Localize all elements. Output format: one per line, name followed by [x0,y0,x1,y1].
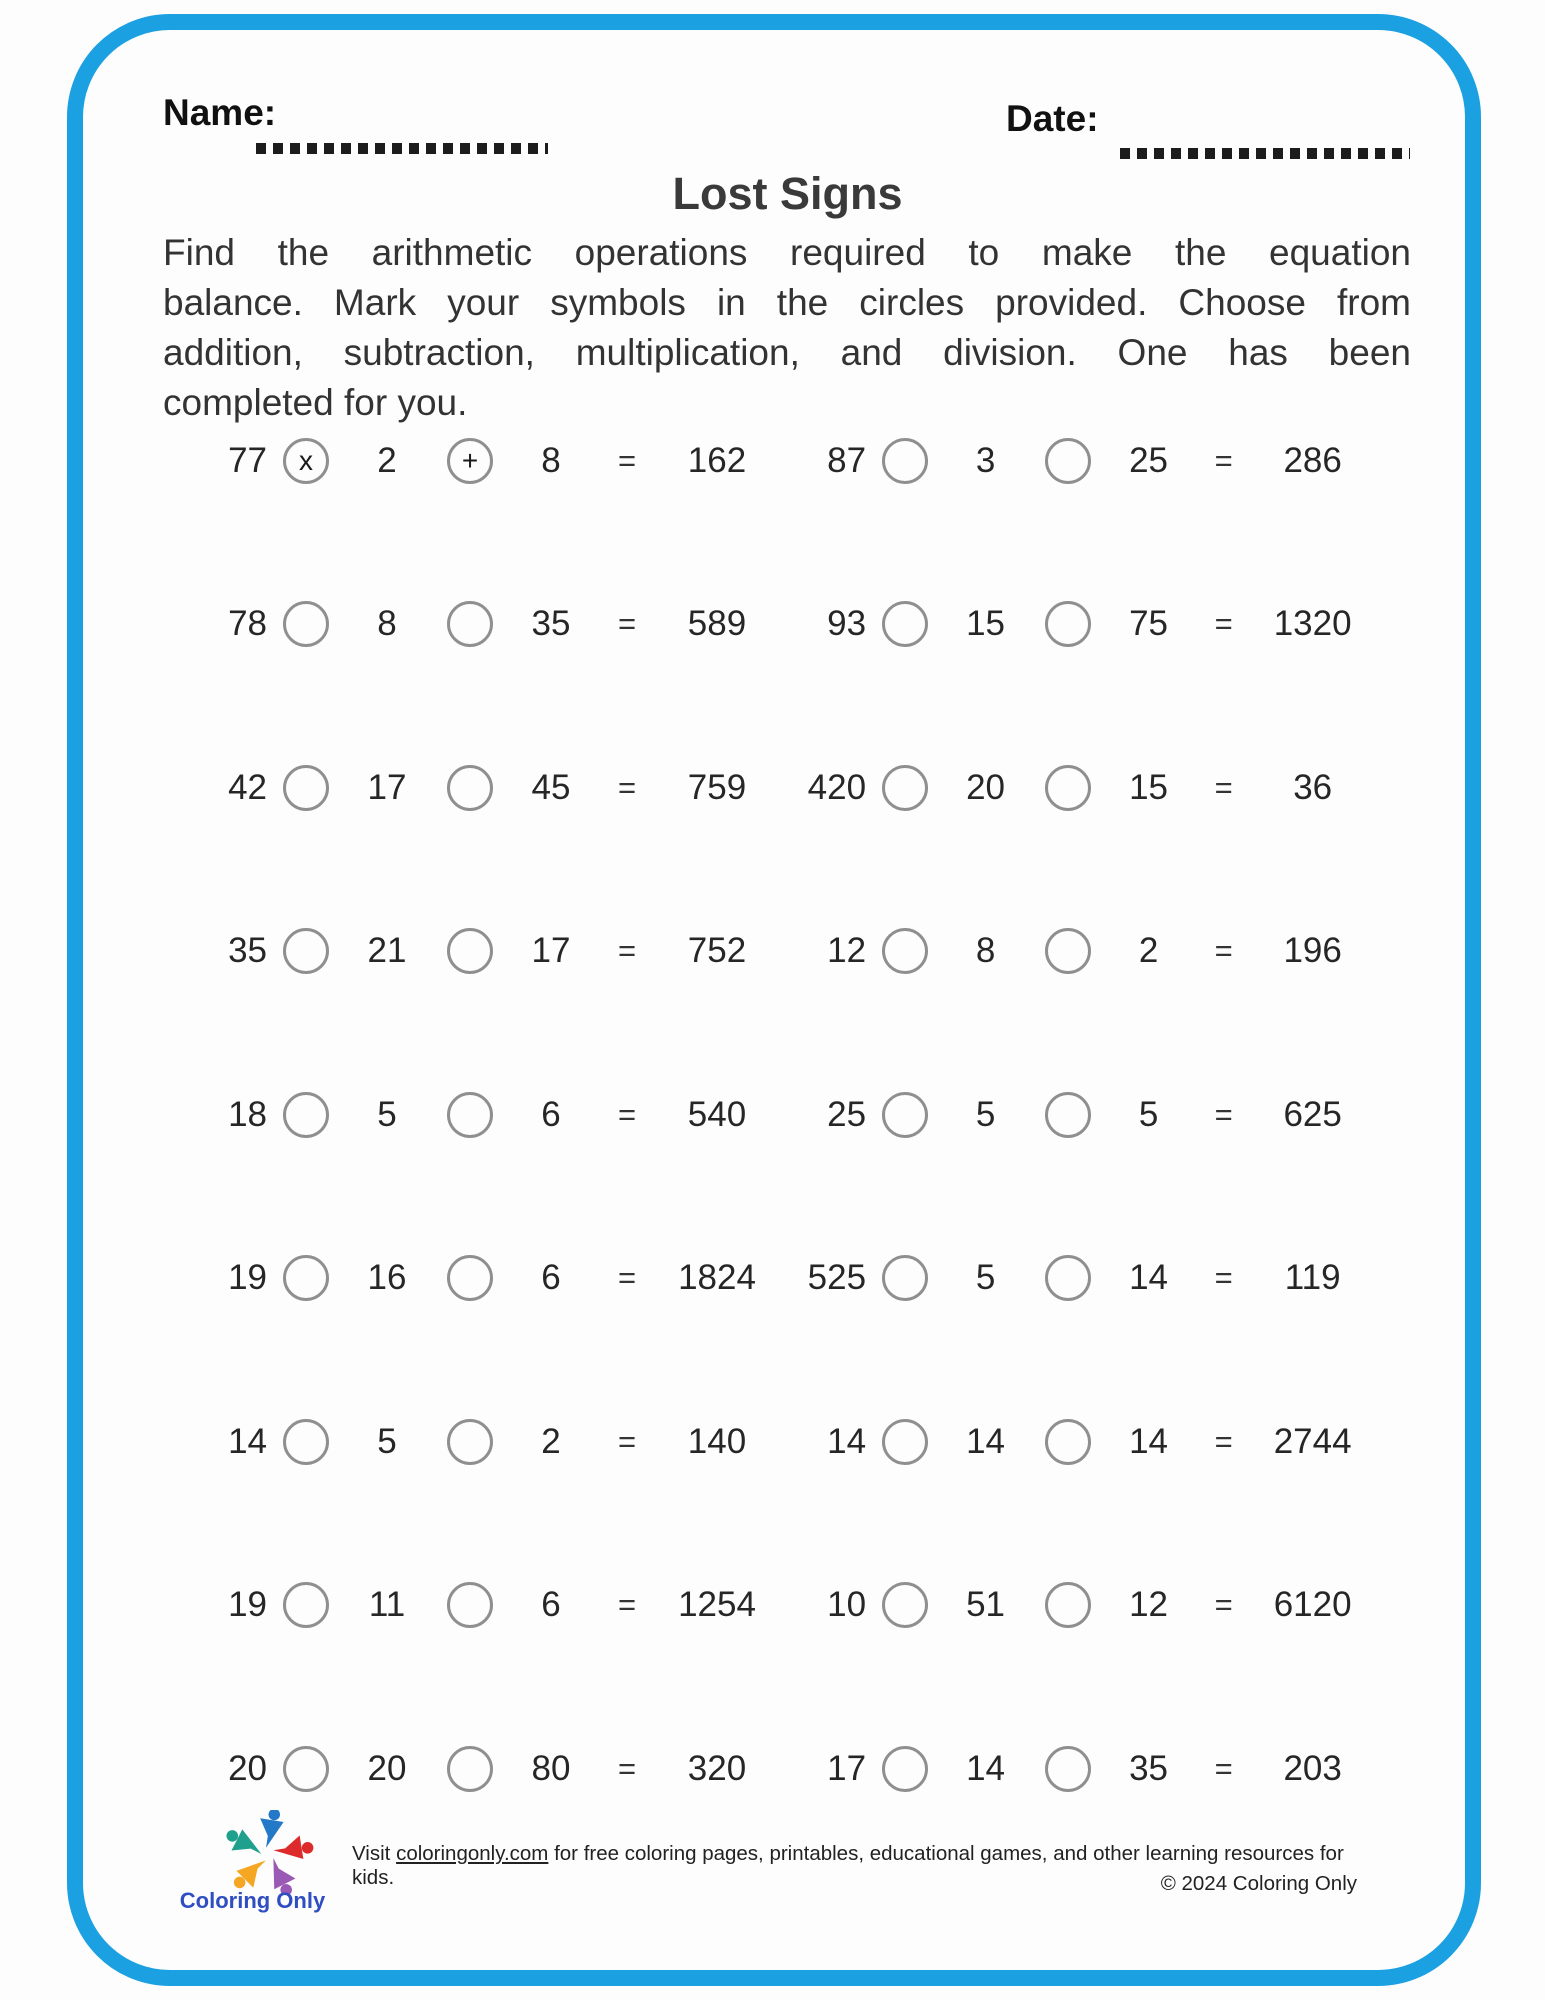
equals-sign: = [617,1587,637,1623]
operand-a: 42 [228,767,267,807]
instructions-line: Find the arithmetic operations required to make the equation [163,232,1411,273]
instructions-line: balance. Mark your symbols in the circles provided. Choose from [163,282,1411,323]
operand-c: 6 [541,1094,561,1134]
equals-sign: = [617,1750,637,1786]
name-label: Name: [163,92,277,133]
operand-a: 525 [807,1258,867,1298]
operator-circle-2[interactable] [447,601,493,647]
operand-a: 19 [228,1585,267,1625]
equation [785,765,1370,811]
operator-circle-1[interactable] [283,1092,329,1138]
operand-c: 6 [541,1258,561,1298]
operand-b: 20 [966,767,1006,807]
operand-a: 17 [827,1748,867,1788]
operator-circle-1[interactable] [882,928,928,974]
operator-circle-1[interactable]: x [283,438,329,484]
operand-a: 87 [827,440,867,480]
equation [185,1255,785,1301]
operand-c: 6 [541,1585,561,1625]
operand-b: 5 [377,1421,397,1461]
operand-a: 93 [827,604,867,644]
equation [785,601,1370,647]
logo-person-icon [273,1828,315,1869]
result-value: 203 [1283,1748,1342,1788]
equals-sign: = [617,1423,637,1459]
operator-circle-2[interactable]: + [447,438,493,484]
equation [185,1582,785,1628]
operator-circle-2[interactable] [447,1255,493,1301]
equation [185,1419,785,1465]
result-value: 286 [1283,440,1342,480]
operand-c: 14 [1129,1258,1169,1298]
operator-circle-2[interactable] [447,1582,493,1628]
brand-name: Coloring Only [179,1888,326,1913]
result-value: 119 [1284,1258,1341,1298]
operand-a: 77 [228,440,267,480]
equals-sign: = [617,933,637,969]
operand-a: 25 [827,1094,867,1134]
operator-circle-2[interactable] [1045,601,1091,647]
operator-circle-2[interactable] [447,1092,493,1138]
operand-b: 8 [377,604,397,644]
operand-b: 15 [966,604,1006,644]
result-value: 36 [1293,767,1333,807]
operand-b: 5 [975,1094,996,1134]
equals-sign: = [1214,1260,1233,1296]
operand-b: 17 [367,767,407,807]
operand-a: 35 [228,931,267,971]
operator-circle-2[interactable] [1045,438,1091,484]
result-value: 6120 [1273,1585,1352,1625]
operator-circle-2[interactable] [447,1746,493,1792]
operand-c: 25 [1129,440,1169,480]
operator-circle-1[interactable] [283,1582,329,1628]
operator-circle-1[interactable] [283,601,329,647]
operand-b: 5 [975,1258,996,1298]
operator-circle-2[interactable] [447,765,493,811]
result-value: 320 [687,1748,747,1788]
operand-b: 14 [966,1421,1006,1461]
operand-c: 14 [1129,1421,1169,1461]
coloringonly-link[interactable]: coloringonly.com [396,1842,549,1865]
date-label: Date: [1006,98,1099,139]
operand-a: 19 [228,1258,267,1298]
equation [185,1746,785,1792]
result-value: 589 [687,604,747,644]
operand-c: 2 [1138,931,1159,971]
equals-sign: = [617,1260,637,1296]
equals-sign: = [1214,769,1233,805]
equation [785,1255,1370,1301]
operator-circle-1[interactable] [283,1746,329,1792]
equals-sign: = [617,606,637,642]
operand-a: 14 [228,1421,267,1461]
equals-sign: = [617,1096,637,1132]
result-value: 540 [687,1094,747,1134]
logo-person-icon [250,1810,292,1848]
operator-circle-1[interactable] [882,1092,928,1138]
operator-circle-2[interactable] [447,928,493,974]
operator-circle-2[interactable] [1045,1746,1091,1792]
operator-circle-1[interactable] [283,1255,329,1301]
operator-circle-1[interactable] [283,1419,329,1465]
operand-a: 10 [827,1585,867,1625]
equation [185,601,785,647]
operand-b: 8 [975,931,996,971]
equation [185,928,785,974]
operand-b: 16 [367,1258,407,1298]
operator-circle-2[interactable] [1045,1255,1091,1301]
result-value: 1254 [678,1585,756,1625]
result-value: 1824 [678,1258,756,1298]
equation [785,1746,1370,1792]
visit-suffix: for free coloring pages, printables, educational games, and other learning resources for kids. [352,1842,1344,1889]
date-fill-in-line[interactable] [1120,148,1410,159]
operator-circle-1[interactable] [882,1255,928,1301]
equation [185,1092,785,1138]
result-value: 752 [687,931,747,971]
equation [785,1582,1370,1628]
operator-circle-2[interactable] [1045,1582,1091,1628]
operator-circle-1[interactable] [283,928,329,974]
instructions-line: completed for you. [163,382,468,423]
operator-circle-1[interactable] [882,1419,928,1465]
operand-c: 35 [531,604,571,644]
operator-circle-1[interactable] [882,1746,928,1792]
equals-sign: = [617,769,637,805]
operand-c: 45 [531,767,571,807]
operand-c: 35 [1129,1748,1169,1788]
logo-person-icon [225,1824,261,1863]
operand-b: 51 [966,1585,1006,1625]
operator-circle-2[interactable] [1045,1419,1091,1465]
operand-b: 21 [367,931,407,971]
operand-a: 12 [827,931,867,971]
operator-circle-1[interactable] [882,438,928,484]
result-value: 1320 [1273,604,1352,644]
equals-sign: = [1214,933,1233,969]
equals-sign: = [1214,442,1233,478]
equation [185,765,785,811]
operand-b: 14 [966,1748,1006,1788]
equation-grid [185,379,1370,1851]
coloring-only-logo [220,1810,316,1894]
operand-b: 3 [975,440,996,480]
operand-c: 17 [531,931,571,971]
equals-sign: = [1214,1096,1233,1132]
equals-sign: = [1214,1423,1233,1459]
logo-person-icon [234,1860,266,1888]
operator-circle-2[interactable] [447,1419,493,1465]
operand-b: 5 [377,1094,397,1134]
operator-circle-2[interactable] [1045,928,1091,974]
operand-b: 11 [368,1585,406,1625]
equals-sign: = [617,442,637,478]
name-fill-in-line[interactable] [256,143,548,154]
visit-prefix: Visit [352,1842,397,1865]
result-value: 162 [687,440,747,480]
result-value: 140 [687,1421,747,1461]
operator-circle-1[interactable] [882,1582,928,1628]
operand-c: 2 [541,1421,561,1461]
operator-circle-1[interactable] [882,601,928,647]
operand-a: 78 [228,604,267,644]
operand-c: 5 [1138,1094,1159,1134]
instructions-line: addition, subtraction, multiplication, and division. One has been [163,332,1411,373]
equation [785,1092,1370,1138]
equation [785,438,1370,484]
result-value: 759 [687,767,747,807]
operand-c: 75 [1129,604,1169,644]
operand-a: 20 [228,1748,267,1788]
operand-a: 420 [807,767,867,807]
equals-sign: = [1214,606,1233,642]
operand-c: 80 [531,1748,571,1788]
operand-b: 2 [377,440,397,480]
operator-circle-1[interactable] [882,765,928,811]
equation [185,438,785,484]
equation [785,1419,1370,1465]
equals-sign: = [1214,1587,1233,1623]
equation [785,928,1370,974]
page-title: Lost Signs [672,168,903,219]
operator-circle-2[interactable] [1045,1092,1091,1138]
copyright-text: © 2024 Coloring Only [1160,1872,1357,1895]
operator-circle-2[interactable] [1045,765,1091,811]
equals-sign: = [1214,1750,1233,1786]
result-value: 2744 [1273,1421,1352,1461]
result-value: 625 [1283,1094,1342,1134]
operand-c: 8 [541,440,561,480]
operand-c: 12 [1129,1585,1169,1625]
result-value: 196 [1283,931,1342,971]
operand-b: 20 [367,1748,407,1788]
operand-a: 18 [228,1094,267,1134]
operator-circle-1[interactable] [283,765,329,811]
operand-a: 14 [827,1421,867,1461]
operand-c: 15 [1129,767,1169,807]
